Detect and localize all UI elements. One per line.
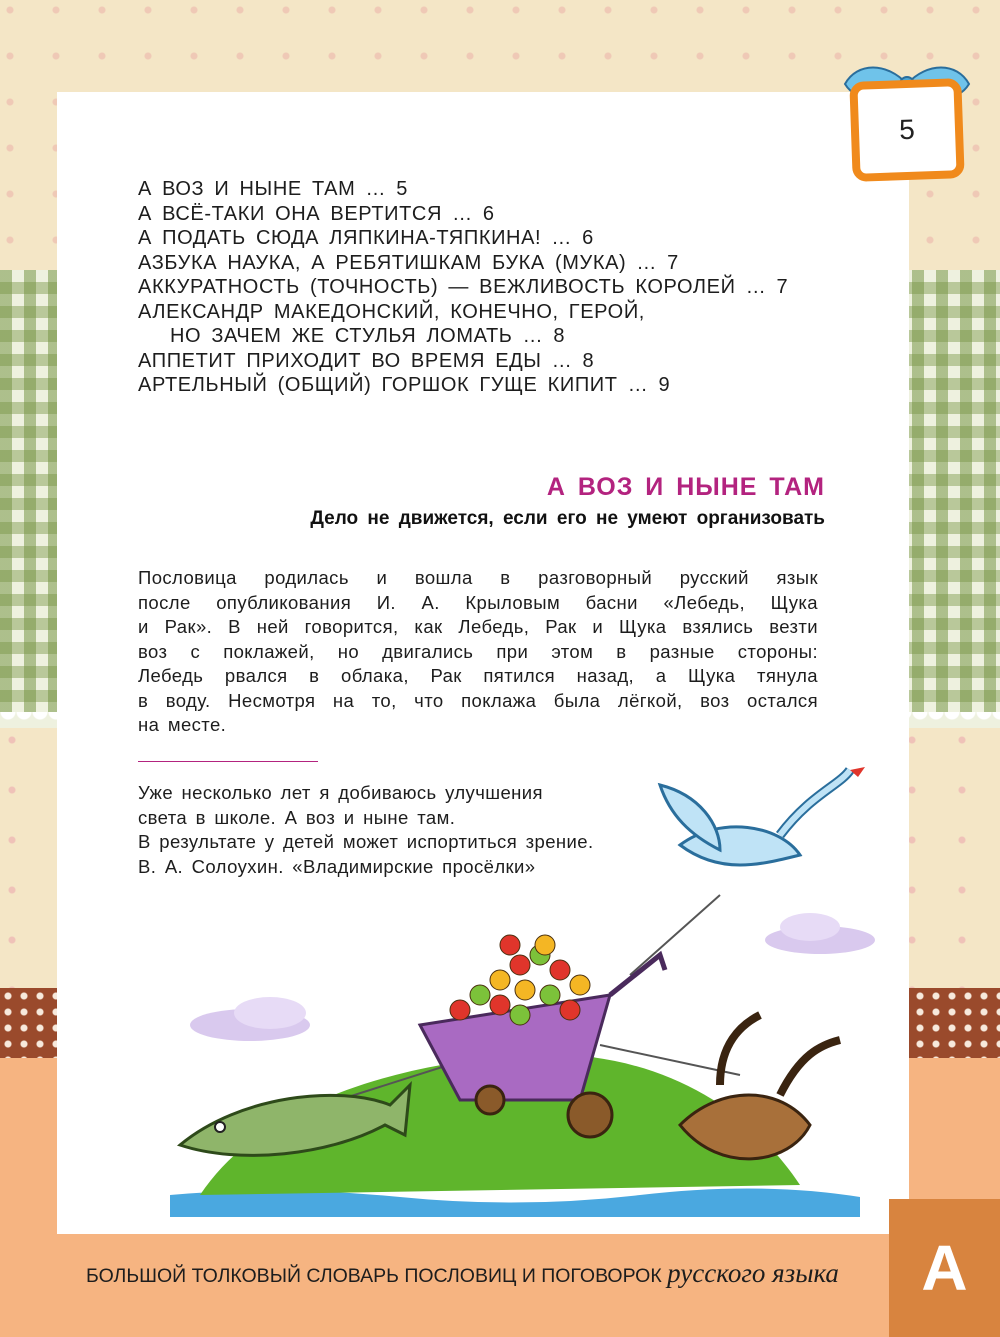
quote-line: Уже несколько лет я добиваюсь улучшения (138, 782, 543, 803)
body-line: и Рак». В ней говорится, как Лебедь, Рак и Щука взялись везти (138, 616, 818, 637)
body-line: Пословица родилась и вошла в разговорный русский язык (138, 567, 818, 588)
toc-item: АЛЕКСАНДР МАКЕДОНСКИЙ, КОНЕЧНО, ГЕРОЙ, (138, 300, 645, 323)
toc-item: А ПОДАТЬ СЮДА ЛЯПКИНА-ТЯПКИНА! … 6 (138, 227, 594, 249)
quote-attribution: В. А. Солоухин. «Владимирские просёлки» (138, 855, 536, 877)
entry-meaning: Дело не движется, если его не умеют организовать (310, 508, 825, 529)
section-letter: А (921, 1232, 968, 1304)
toc-item-continuation: НО ЗАЧЕМ ЖЕ СТУЛЬЯ ЛОМАТЬ … 8 (170, 325, 566, 347)
table-of-contents (138, 177, 788, 398)
toc-item: АППЕТИТ ПРИХОДИТ ВО ВРЕМЯ ЕДЫ … 8 (138, 349, 595, 372)
body-line: на месте. (138, 714, 227, 735)
toc-item: А ВОЗ И НЫНЕ ТАМ … 5 (138, 178, 408, 200)
quote-line: В результате у детей может испортиться зрение. (138, 831, 594, 852)
body-line: в воду. Несмотря на то, что поклажа была лёгкой, воз остался (138, 689, 818, 711)
toc-item: АЗБУКА НАУКА, А РЕБЯТИШКАМ БУКА (МУКА) … 7 (138, 251, 679, 274)
footer-script-title: русского языка (667, 1258, 839, 1288)
toc-item: АРТЕЛЬНЫЙ (ОБЩИЙ) ГОРШОК ГУЩЕ КИПИТ … 9 (138, 374, 671, 396)
page-number: 5 (898, 113, 916, 146)
entry-body (138, 566, 818, 738)
body-line: Лебедь рвался в облака, Рак пятился назад, а Щука тянула (138, 665, 818, 686)
section-letter-tab (889, 1199, 1000, 1337)
page-number-frame (849, 78, 964, 182)
swan-pike-crayfish-cart-illustration (160, 755, 880, 1225)
book-title-footer (86, 1258, 839, 1289)
toc-item: А ВСЁ-ТАКИ ОНА ВЕРТИТСЯ … 6 (138, 202, 495, 225)
body-line: воз с поклажей, но двигались при этом в разные стороны: (138, 640, 818, 662)
toc-item: АККУРАТНОСТЬ (ТОЧНОСТЬ) — ВЕЖЛИВОСТЬ КОРОЛЕЙ … 7 (138, 276, 789, 298)
quote-line: света в школе. А воз и ныне там. (138, 806, 456, 828)
entry-title: А ВОЗ И НЫНЕ ТАМ (546, 473, 825, 501)
footer-title: БОЛЬШОЙ ТОЛКОВЫЙ СЛОВАРЬ ПОСЛОВИЦ И ПОГОВОРОК (86, 1265, 662, 1287)
body-line: после опубликования И. А. Крыловым басни «Лебедь, Щука (138, 591, 818, 613)
